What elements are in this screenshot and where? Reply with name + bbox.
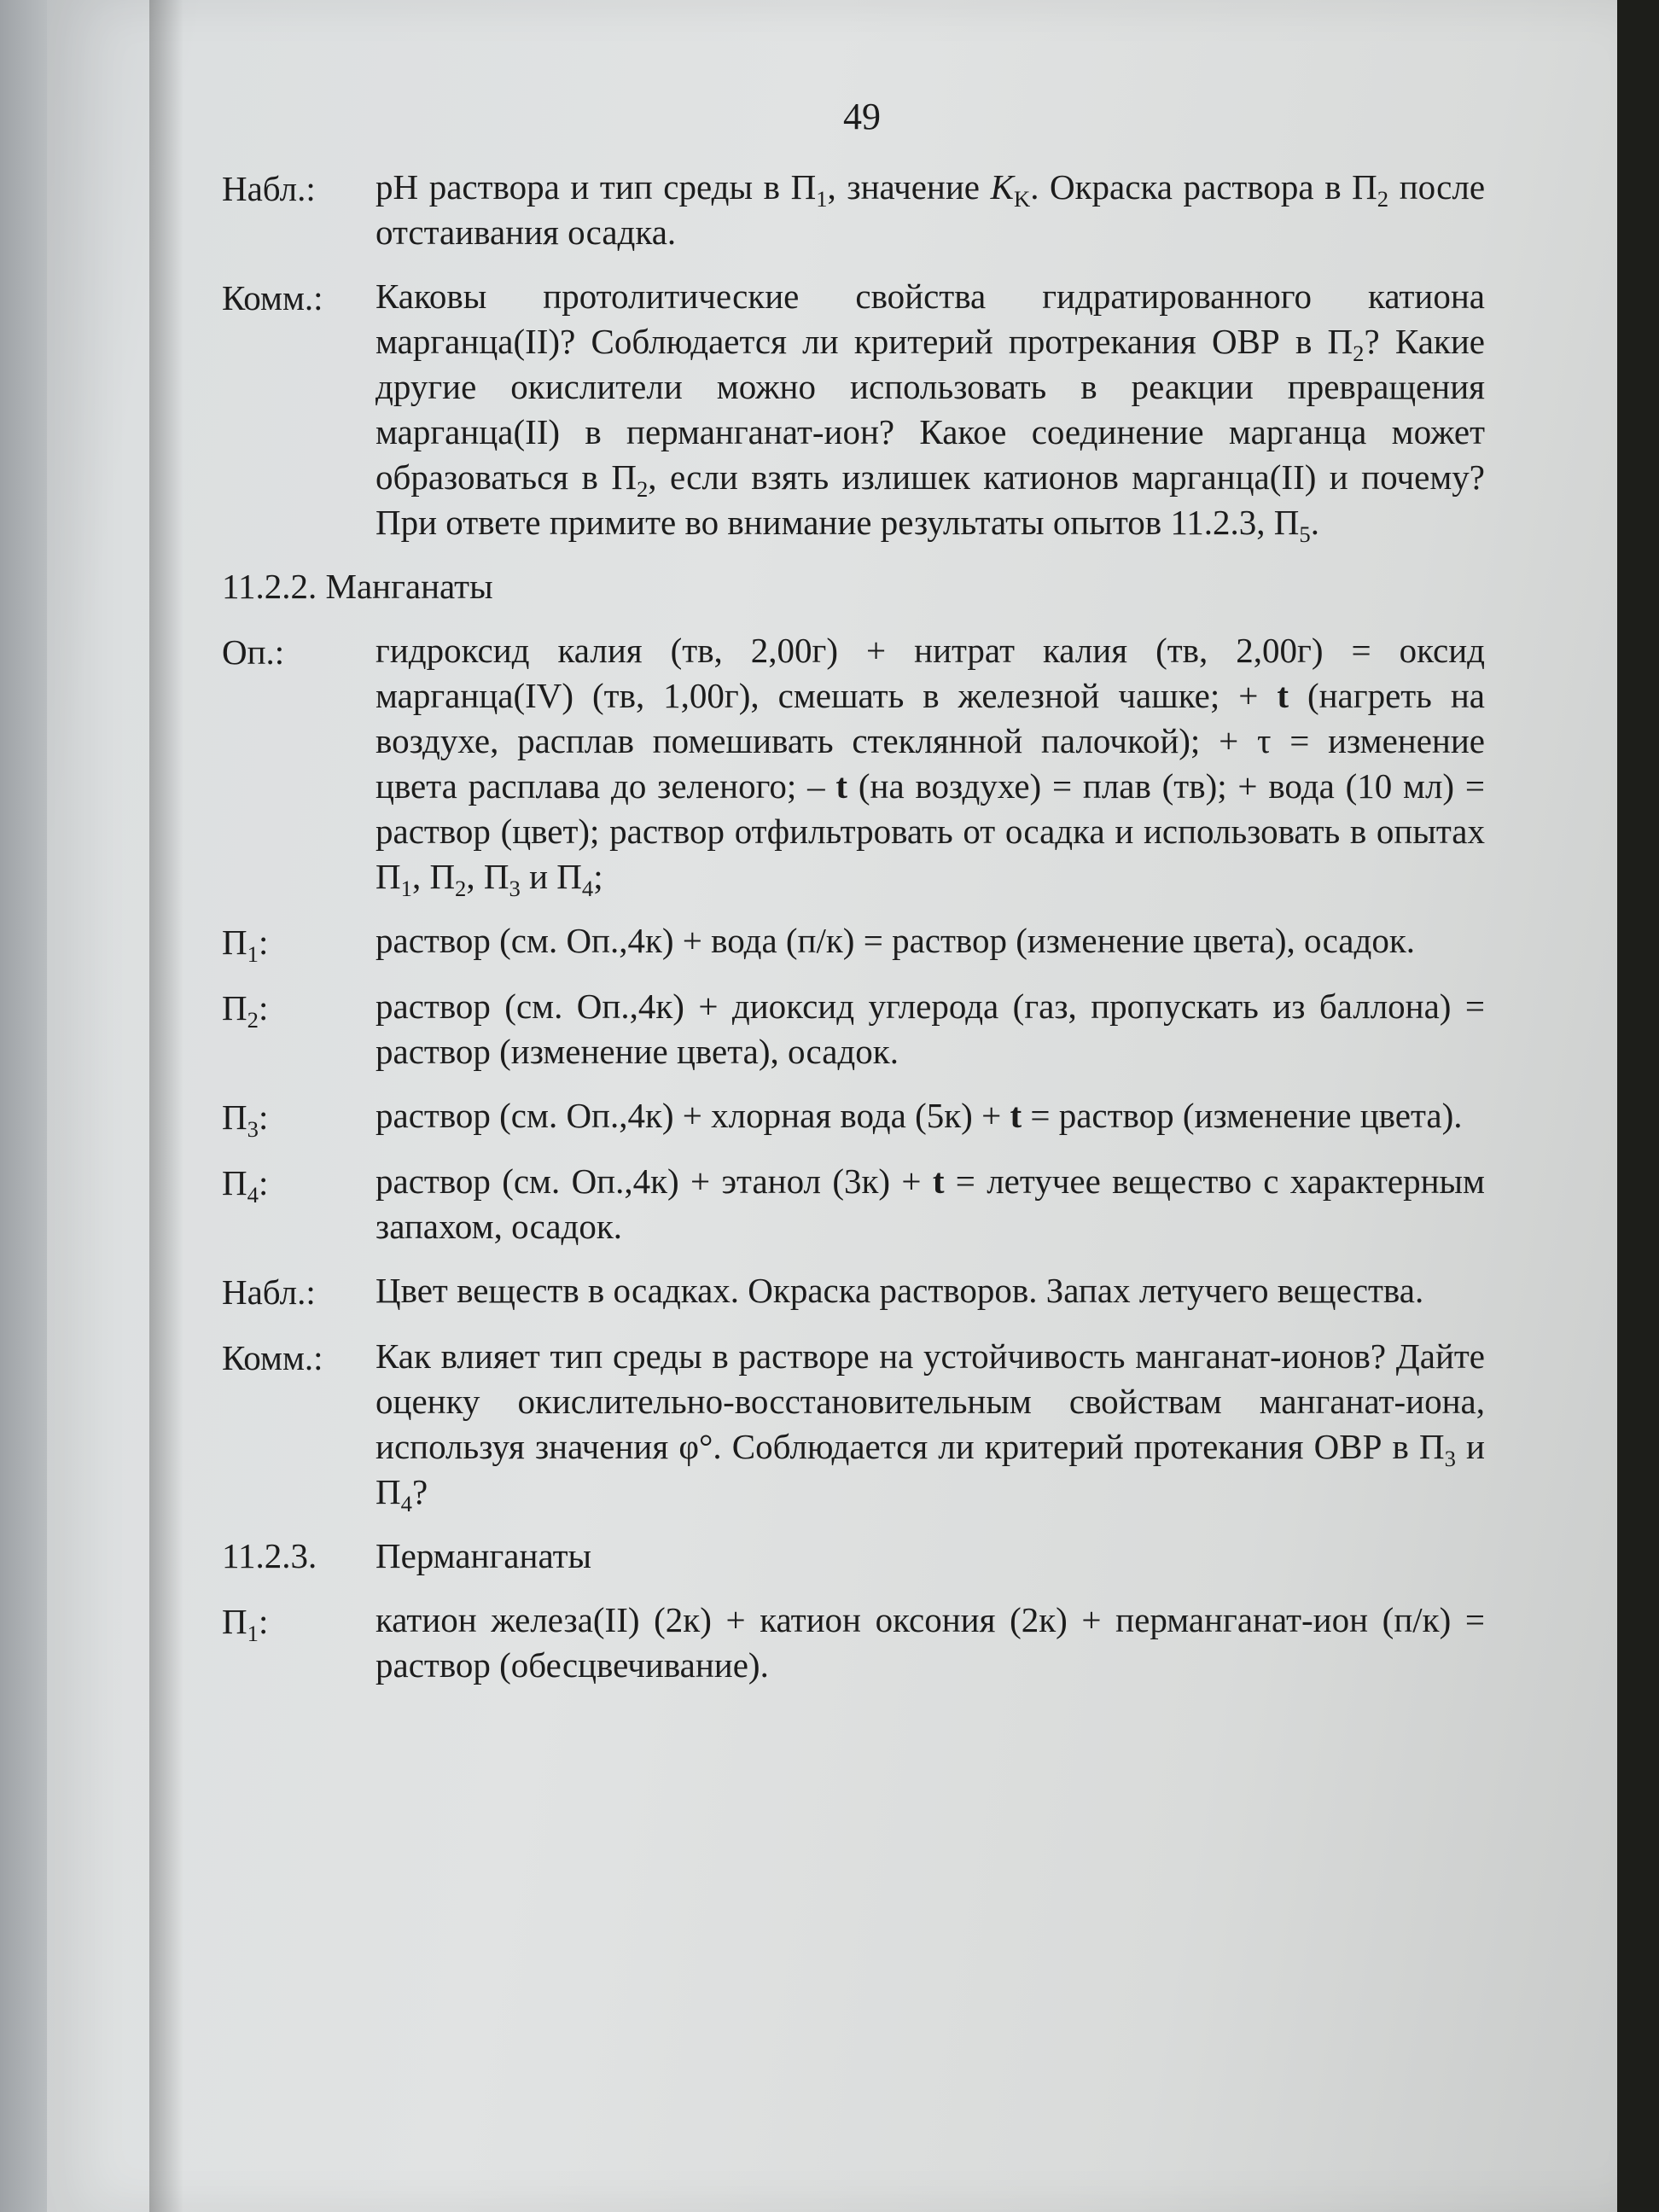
- text-run: ;: [593, 857, 603, 896]
- subscript: 1: [247, 1621, 259, 1647]
- subscript: 3: [509, 876, 521, 902]
- entry-comment-2: [222, 1334, 1485, 1515]
- subscript: 5: [1299, 521, 1311, 548]
- text-run: и П: [375, 1427, 1485, 1511]
- entry-observation-2: [222, 1268, 1485, 1315]
- text-run: (на воздухе) = плав (тв); + вода (10 мл) = раствор (цвет); раствор отфильтровать от осадка и использовать в опытах П: [375, 766, 1485, 896]
- entry-comment-1: [222, 274, 1485, 548]
- entry-permanganate-experiment-1: [222, 1598, 1485, 1688]
- entry-label: Набл.:: [222, 169, 316, 208]
- subscript: 4: [581, 876, 594, 902]
- entry-label: [222, 1598, 375, 1688]
- label-letter: П: [222, 1602, 247, 1641]
- subscript: K: [1013, 186, 1031, 212]
- text-run: раствор (см. Оп.,4к) + этанол (3к) +: [375, 1161, 933, 1201]
- page-number: 49: [843, 96, 881, 137]
- entry-label: [222, 918, 375, 968]
- entry-text: [375, 165, 1485, 255]
- label-letter: П: [222, 1163, 247, 1202]
- entry-label: [222, 1159, 375, 1249]
- entry-label: [222, 984, 375, 1074]
- text-run: , значение: [827, 167, 991, 207]
- page-content: [222, 94, 1485, 1707]
- subscript: 1: [816, 186, 828, 212]
- text-run: , П: [411, 857, 456, 896]
- text-run: . Окраска раствора в П: [1030, 167, 1377, 207]
- subscript: 4: [400, 1491, 412, 1517]
- text-run: раствор (см. Оп.,4к) + хлорная вода (5к) +: [375, 1096, 1010, 1135]
- subscript: 2: [1377, 186, 1389, 212]
- section-title: Перманганаты: [375, 1536, 592, 1575]
- entry-text: Цвет веществ в осадках. Окраска растворов. Запах летучего вещества.: [375, 1271, 1424, 1310]
- entry-label: Комм.:: [222, 278, 323, 317]
- heat-symbol: t: [835, 766, 848, 806]
- label-letter: П: [222, 988, 247, 1027]
- text-run: гидроксид калия (тв, 2,00г) + нитрат калия (тв, 2,00г) = оксид марганца(IV) (тв, 1,00г), смешать в железной чашке; +: [375, 631, 1485, 715]
- heat-symbol: t: [1010, 1096, 1022, 1135]
- constant-symbol: K: [990, 167, 1014, 207]
- subscript: 2: [455, 876, 467, 902]
- text-run: pH раствора и тип среды в П: [375, 167, 817, 207]
- heat-symbol: t: [1277, 676, 1289, 715]
- subscript: 3: [247, 1116, 259, 1143]
- subscript: 2: [247, 1007, 259, 1033]
- text-run: , П: [466, 857, 509, 896]
- entry-text: [375, 274, 1485, 548]
- text-run: , если взять излишек катионов марганца(II) и почему? При ответе примите во внимание результаты опытов 11.2.3, П: [375, 457, 1485, 542]
- text-run: ? Какие другие окислители можно использовать в реакции превращения марганца(II) в перманганат-ион? Какое соединение марганца может образоваться в П: [375, 322, 1485, 497]
- entry-label: Оп.:: [222, 632, 285, 672]
- label-colon: :: [258, 1602, 269, 1641]
- text-run: Как влияет тип среды в растворе на устойчивость манганат-ионов? Дайте оценку окислительно-восстановительным свойствам манганат-иона, используя значения φ°. Соблюдается ли критерий протекания ОВР в П: [375, 1336, 1485, 1466]
- section-heading-permanganates: [222, 1534, 1485, 1579]
- entry-text: раствор (см. Оп.,4к) + диоксид углерода (газ, пропускать из баллона) = раствор (изменение цвета), осадок.: [375, 987, 1485, 1071]
- text-run: Каковы протолитические свойства гидратированного катиона марганца(II)? Соблюдается ли критерий протрекания ОВР в П: [375, 276, 1485, 361]
- label-colon: :: [258, 1163, 269, 1202]
- label-colon: :: [258, 923, 269, 962]
- entry-text: [375, 628, 1486, 902]
- text-run: после отстаивания осадка.: [375, 167, 1486, 252]
- label-colon: :: [258, 1097, 269, 1137]
- text-run: .: [1310, 503, 1319, 542]
- text-run: = летучее вещество с характерным запахом, осадок.: [375, 1161, 1485, 1246]
- entry-text: [375, 1159, 1485, 1249]
- entry-observation-1: [222, 165, 1485, 255]
- label-letter: П: [222, 923, 247, 962]
- entry-label: [222, 1093, 375, 1143]
- section-title: Манганаты: [325, 567, 493, 606]
- entry-experiment-3: [222, 1093, 1485, 1143]
- entry-text: раствор (см. Оп.,4к) + вода (п/к) = раствор (изменение цвета), осадок.: [375, 921, 1416, 960]
- subscript: 1: [400, 876, 412, 902]
- text-run: ?: [411, 1472, 428, 1511]
- section-number: 11.2.3.: [222, 1536, 317, 1575]
- heat-symbol: t: [932, 1161, 945, 1201]
- label-colon: :: [258, 988, 269, 1027]
- entry-procedure: [222, 628, 1486, 902]
- entry-text: [375, 1334, 1485, 1515]
- subscript: 4: [247, 1182, 259, 1208]
- gutter-shadow: [149, 0, 183, 2212]
- text-run: (нагреть на воздухе, расплав помешивать стеклянной палочкой); + τ = изменение цвета расплава до зеленого; –: [375, 676, 1486, 806]
- entry-text: [375, 1093, 1485, 1140]
- section-number: 11.2.2.: [222, 567, 317, 606]
- entry-label: Набл.:: [222, 1272, 316, 1312]
- subscript: 1: [247, 941, 259, 968]
- text-run: и П: [520, 857, 582, 896]
- entry-label: Комм.:: [222, 1338, 323, 1377]
- entry-experiment-2: [222, 984, 1485, 1074]
- entry-text: катион железа(II) (2к) + катион оксония (2к) + перманганат-ион (п/к) = раствор (обесцвечивание).: [375, 1600, 1485, 1685]
- section-heading-manganates: [222, 564, 1485, 609]
- text-run: = раствор (изменение цвета).: [1022, 1096, 1463, 1135]
- entry-experiment-4: [222, 1159, 1485, 1249]
- subscript: 2: [1353, 341, 1365, 367]
- entry-experiment-1: [222, 918, 1485, 968]
- subscript: 2: [636, 476, 649, 503]
- subscript: 3: [1444, 1446, 1456, 1472]
- label-letter: П: [222, 1097, 247, 1137]
